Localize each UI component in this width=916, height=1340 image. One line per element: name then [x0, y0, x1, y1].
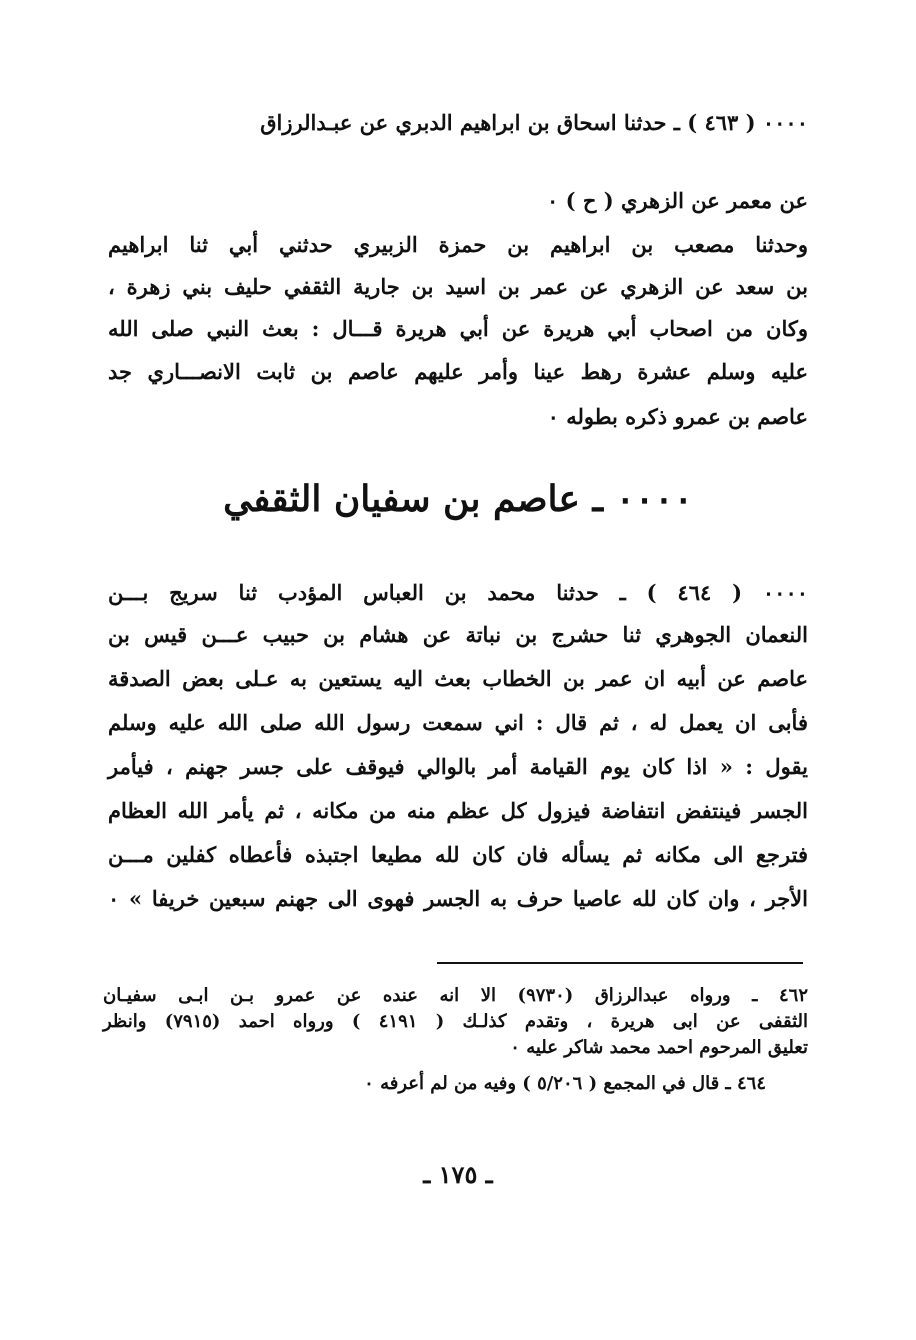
- hadith-463-line-1: ٠٠٠٠ ( ٤٦٣ ) ـ حدثنا اسحاق بن ابراهيم الدبري عن عبـدالرزاق: [260, 110, 808, 135]
- hadith-463-line-2: عن معمر عن الزهري ( ح ) ٠: [547, 188, 808, 213]
- hadith-464-line-6: الجسر فينتفض انتفاضة فيزول كل عظم منه من مكانه ، ثم يأمر الله العظام: [108, 798, 808, 823]
- hadith-463-line-7: عاصم بن عمرو ذكره بطوله ٠: [547, 404, 808, 429]
- hadith-463-line-4: بن سعد عن الزهري عن عمر بن اسيد بن جارية الثقفي حليف بني زهرة ،: [108, 274, 808, 299]
- hadith-464-line-3: عاصم عن أبيه ان عمر بن الخطاب بعث اليه يستعين به عـلى بعض الصدقة: [108, 666, 808, 691]
- hadith-463-line-5: وكان من اصحاب أبي هريرة عن أبي هريرة قـــال : بعث النبي صلى الله: [108, 316, 808, 341]
- hadith-464-line-7: فترجع الى مكانه ثم يسأله فان كان لله مطيعا اجتبذه فأعطاه كفلين مـــن: [108, 842, 808, 867]
- footnote-462-line-1: ٤٦٢ ـ ورواه عبدالرزاق (٩٧٣٠) الا انه عنده عن عمرو بـن ابـى سفيـان: [103, 985, 809, 1006]
- footnote-462-line-3: تعليق المرحوم احمد محمد شاكر عليه ٠: [510, 1037, 808, 1058]
- section-heading: ٠٠٠٠ ـ عاصم بن سفيان الثقفي: [223, 478, 693, 520]
- hadith-464-line-4: فأبى ان يعمل له ، ثم قال : اني سمعت رسول الله صلى الله عليه وسلم: [108, 710, 808, 735]
- hadith-464-line-2: النعمان الجوهري ثنا حشرج بن نباتة عن هشام بن حبيب عـــن قيس بن: [108, 622, 808, 647]
- footnote-462-line-2: الثقفى عن ابى هريرة ، وتقدم كذلـك ( ٤١٩١ ) ورواه احمد (٧٩١٥) وانظر: [103, 1011, 809, 1032]
- page-number: ـ ١٧٥ ـ: [423, 1160, 493, 1189]
- hadith-463-line-6: عليه وسلم عشرة رهط عينا وأمر عليهم عاصم بن ثابت الانصـــاري جد: [108, 359, 808, 384]
- footnote-464: ٤٦٤ ـ قال في المجمع ( ٥/٢٠٦ ) وفيه من لم أعرفه ٠: [364, 1073, 766, 1094]
- hadith-464-line-5: يقول : « اذا كان يوم القيامة أمر بالوالي فيوقف على جسر جهنم ، فيأمر: [108, 754, 808, 779]
- hadith-464-line-1: ٠٠٠٠ ( ٤٦٤ ) ـ حدثنا محمد بن العباس المؤدب ثنا سريج بـــن: [108, 580, 809, 605]
- footnote-separator: [437, 962, 803, 964]
- hadith-464-line-8: الأجر ، وان كان لله عاصيا حرف به الجسر فهوى الى جهنم سبعين خريفا » ٠: [108, 886, 808, 911]
- hadith-463-line-3: وحدثنا مصعب بن ابراهيم بن حمزة الزبيري حدثني أبي ثنا ابراهيم: [108, 232, 808, 257]
